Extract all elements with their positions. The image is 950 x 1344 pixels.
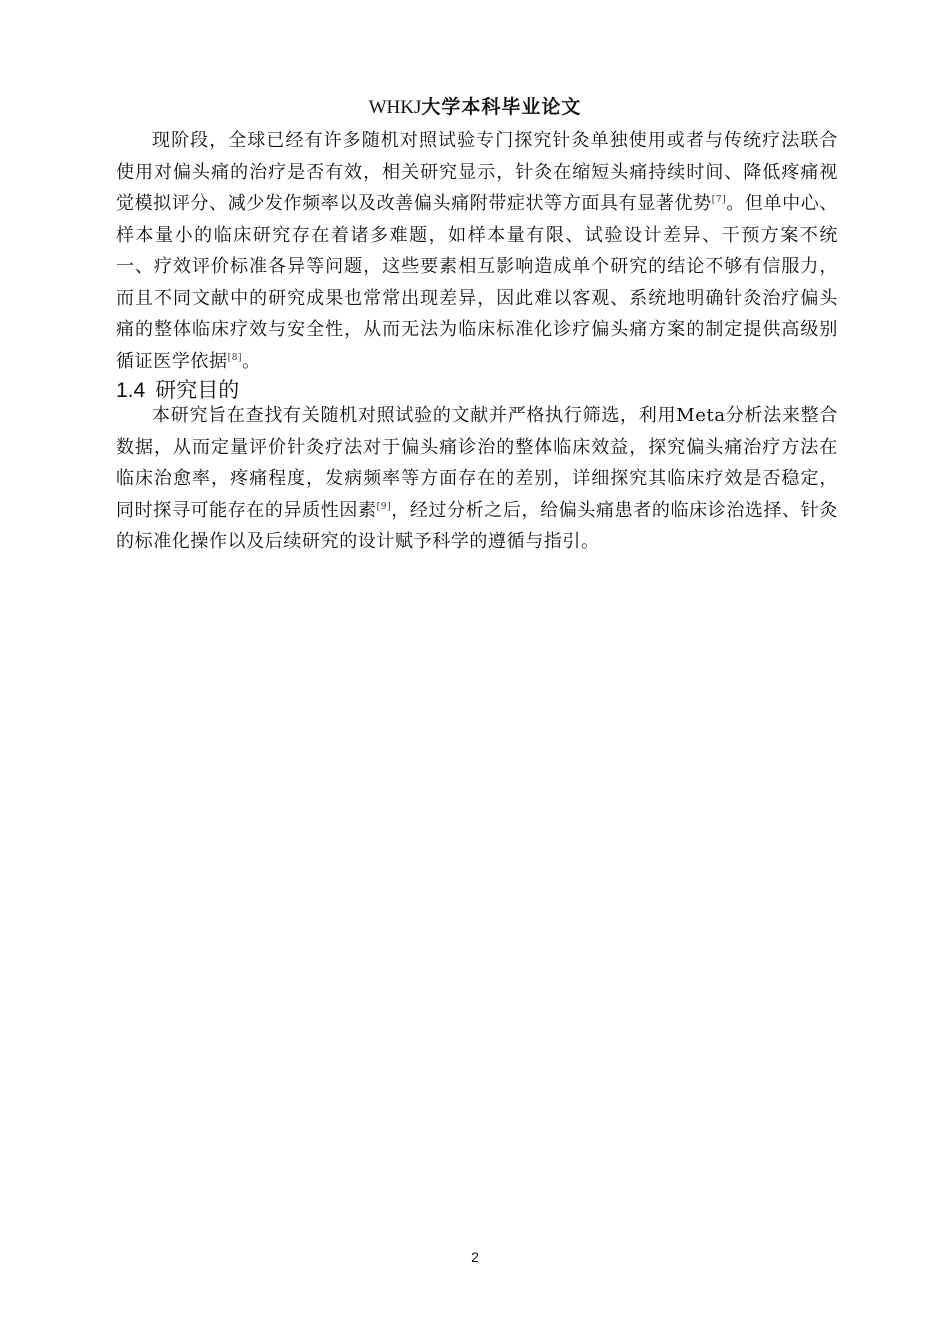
citation-7: [7] xyxy=(711,195,727,205)
header-title: 大学本科毕业论文 xyxy=(421,96,582,118)
paragraph-text: 本研究旨在查找有关随机对照试验的文献并严格执行筛选，利用Meta分析法来整合数据，从而定量评价针灸疗法对于偏头痛诊治的整体临床效益，探究偏头痛治疗方法在临床治愈率，疼痛程度，发病频率等方面存在的差别，详细探究其临床疗效是否稳定，同时探寻可能存在的异质性因素 xyxy=(116,405,838,521)
page-number: 2 xyxy=(471,1249,479,1265)
section-title: 研究目的 xyxy=(155,378,240,402)
paragraph-text: 现阶段，全球已经有许多随机对照试验专门探究针灸单独使用或者与传统疗法联合使用对偏头痛的治疗是否有效，相关研究显示，针灸在缩短头痛持续时间、降低疼痛视觉模拟评分、减少发作频率以及改善偏头痛附带症状等方面具有显著优势 xyxy=(116,130,838,214)
section-number: 1.4 xyxy=(116,379,146,402)
paragraph-research-purpose xyxy=(116,400,838,558)
page-header xyxy=(0,95,950,120)
citation-8: [8] xyxy=(227,352,243,363)
paragraph-text: ，经过分析之后，给偏头痛患者的临床诊治选择、针灸的标准化操作以及后续研究的设计赋予科学的遵循与指引。 xyxy=(116,499,838,552)
paragraph-text: 。但单中心、样本量小的临床研究存在着诸多难题，如样本量有限、试验设计差异、干预方案不统一、疗效评价标准各异等问题，这些要素相互影响造成单个研究的结论不够有信服力，而且不同文献中的研究成果也常常出现差异，因此难以客观、系统地明确针灸治疗偏头痛的整体临床疗效与安全性，从而无法为临床标准化诊疗偏头痛方案的制定提供高级别循证医学依据 xyxy=(116,193,838,372)
citation-9: [9] xyxy=(376,501,392,512)
paragraph-current-research xyxy=(116,125,838,377)
header-code: WHKJ xyxy=(368,97,422,118)
paragraph-text: 。 xyxy=(242,350,261,372)
